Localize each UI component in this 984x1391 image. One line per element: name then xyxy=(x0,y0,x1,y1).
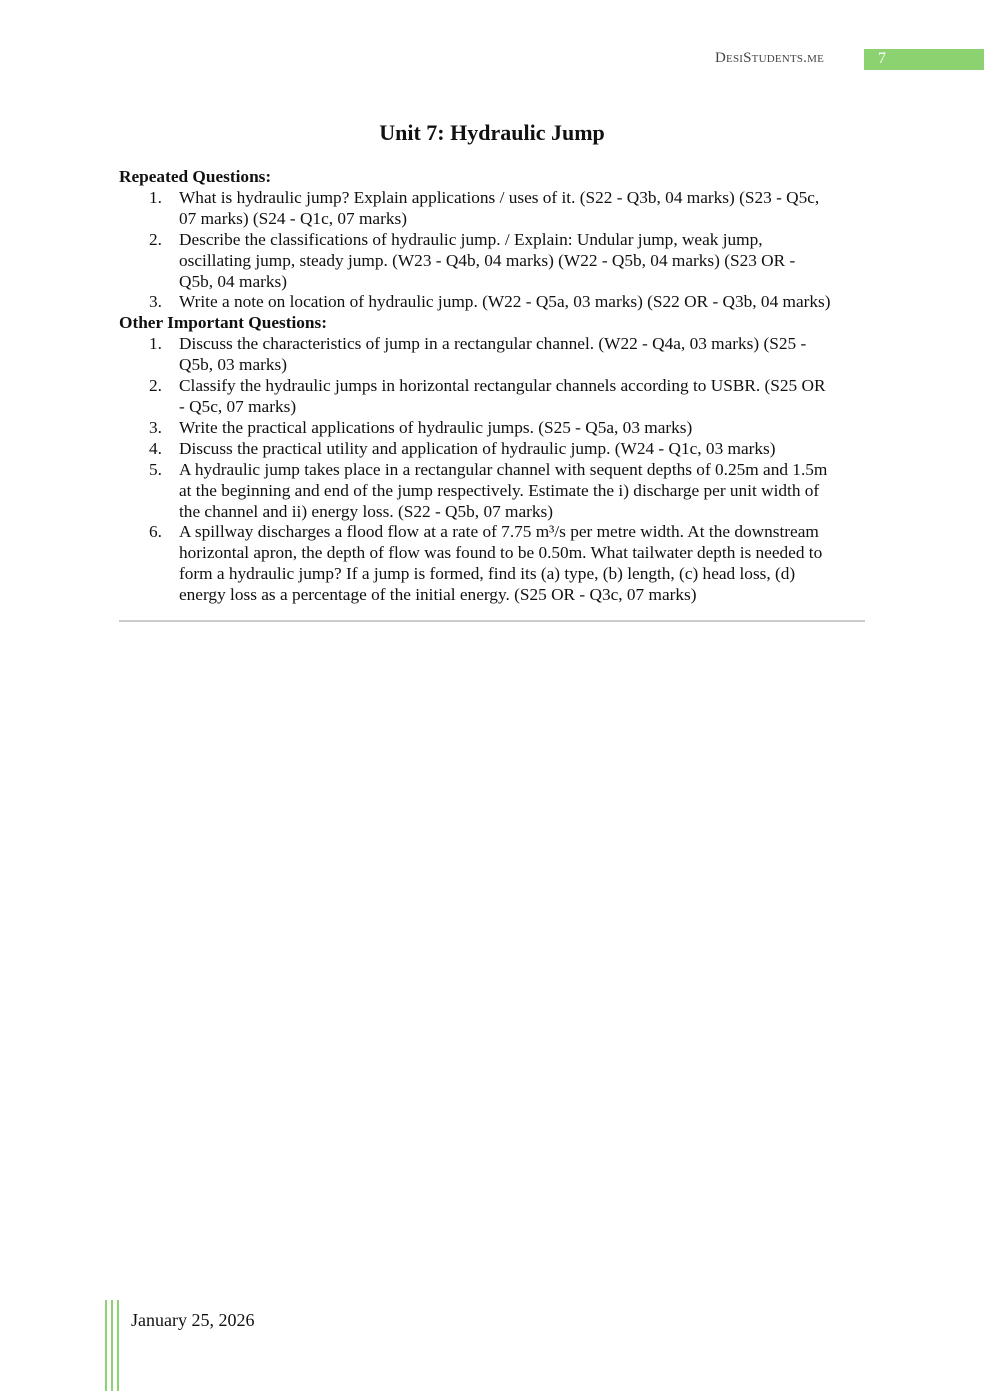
item-text-line: the channel and ii) energy loss. (S22 - Q5b, 07 marks) xyxy=(179,501,554,521)
item-text-line: Q5b, 03 marks) xyxy=(179,355,287,375)
item-text-line: Write a note on location of hydraulic jump. (W22 - Q5a, 03 marks) (S22 OR - Q3b, 04 marks) xyxy=(179,292,831,312)
list-item xyxy=(119,188,879,230)
item-number: 4. xyxy=(149,438,162,458)
item-text-line: energy loss as a percentage of the initial energy. (S25 OR - Q3c, 07 marks) xyxy=(179,585,697,605)
footer-bar-1 xyxy=(105,1300,107,1391)
footer-bar-2 xyxy=(111,1300,113,1391)
item-text-line: Describe the classifications of hydraulic jump. / Explain: Undular jump, weak jump, xyxy=(179,229,763,249)
list-item xyxy=(119,230,879,293)
item-number: 3. xyxy=(149,292,162,312)
header-site-name: DesiStudents.me xyxy=(715,50,825,66)
item-text-line: oscillating jump, steady jump. (W23 - Q4b, 04 marks) (W22 - Q5b, 04 marks) (S23 OR - xyxy=(179,250,796,270)
list-item xyxy=(119,292,879,313)
item-text-line: at the beginning and end of the jump respectively. Estimate the i) discharge per unit width of xyxy=(179,480,820,500)
item-text-line: - Q5c, 07 marks) xyxy=(179,396,297,416)
footer-date: January 25, 2026 xyxy=(131,1310,255,1330)
item-text-line: horizontal apron, the depth of flow was found to be 0.50m. What tailwater depth is needed to xyxy=(179,543,823,563)
item-text-line: Write the practical applications of hydraulic jumps. (S25 - Q5a, 03 marks) xyxy=(179,417,693,437)
item-number: 3. xyxy=(149,417,162,437)
list-item xyxy=(119,334,879,376)
item-text-line: Discuss the practical utility and application of hydraulic jump. (W24 - Q1c, 03 marks) xyxy=(179,438,776,458)
horizontal-rule xyxy=(119,620,865,622)
item-number: 1. xyxy=(149,334,162,354)
list-item xyxy=(119,439,879,460)
item-number: 6. xyxy=(149,522,162,542)
item-text-line: form a hydraulic jump? If a jump is formed, find its (a) type, (b) length, (c) head loss, (d) xyxy=(179,564,796,584)
list-item xyxy=(119,522,879,606)
item-text-line: Classify the hydraulic jumps in horizontal rectangular channels according to USBR. (S25 OR xyxy=(179,376,826,396)
footer-bar-3 xyxy=(117,1300,119,1391)
list-item xyxy=(119,376,879,418)
page-number: 7 xyxy=(878,50,886,67)
item-text-line: 07 marks) (S24 - Q1c, 07 marks) xyxy=(179,208,407,228)
section-heading: Repeated Questions: xyxy=(119,167,272,186)
list-item xyxy=(119,460,879,523)
section-heading: Other Important Questions: xyxy=(119,313,328,333)
item-text-line: Q5b, 04 marks) xyxy=(179,271,287,291)
item-text-line: A hydraulic jump takes place in a rectangular channel with sequent depths of 0.25m and 1.5m xyxy=(179,459,828,479)
item-text-line: Discuss the characteristics of jump in a rectangular channel. (W22 - Q4a, 03 marks) (S25 - xyxy=(179,334,807,354)
page-title: Unit 7: Hydraulic Jump xyxy=(379,120,605,145)
item-number: 5. xyxy=(149,459,162,479)
item-text-line: A spillway discharges a flood flow at a rate of 7.75 m³/s per metre width. At the downstream xyxy=(179,522,819,542)
question-content xyxy=(119,167,879,606)
item-text-line: What is hydraulic jump? Explain applications / uses of it. (S22 - Q3b, 04 marks) (S23 - Q5c, xyxy=(179,187,820,207)
list-item xyxy=(119,418,879,439)
item-number: 1. xyxy=(149,187,162,207)
item-number: 2. xyxy=(149,229,162,249)
item-number: 2. xyxy=(149,376,162,396)
